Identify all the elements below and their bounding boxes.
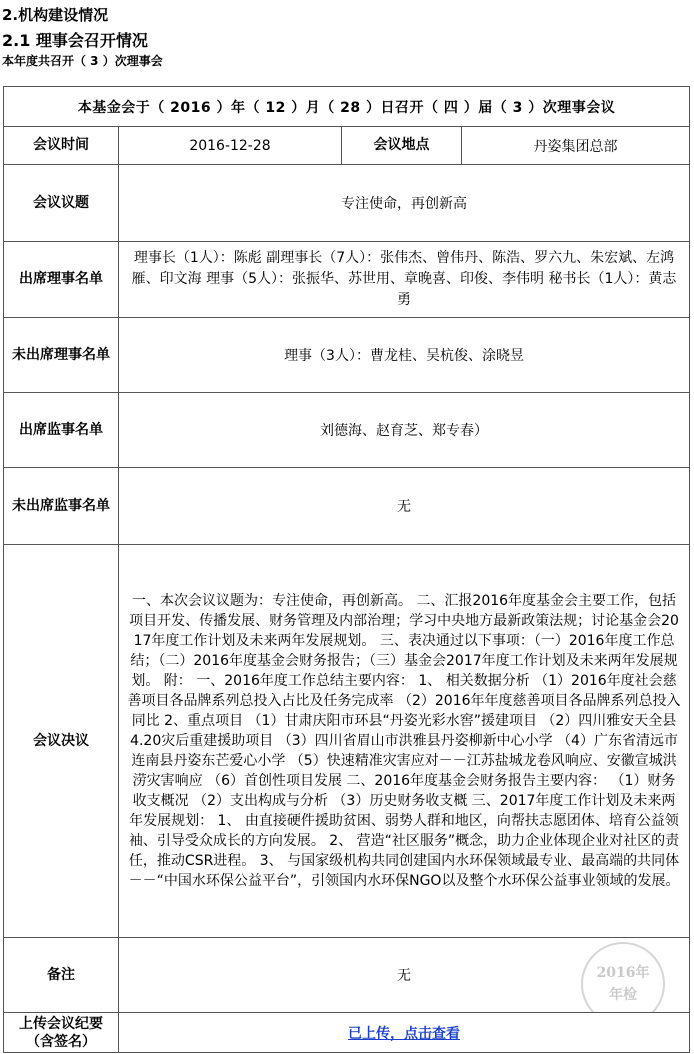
meeting-count-line: 本年度共召开（ 3 ）次理事会 [2,54,163,68]
present-directors-label: 出席理事名单 [4,242,119,318]
section-title: 2.机构建设情况 [2,6,109,24]
present-directors-row [4,242,690,318]
meeting-header-row [4,87,690,127]
stamp-year: 2016年 [596,965,650,981]
upload-row [4,1013,690,1053]
place-value: 丹姿集团总部 [462,127,690,165]
resolution-value: 一、本次会议议题为：专注使命，再创新高。 二、汇报2016年度基金会主要工作，包括项目开发、传播发展、财务管理及内部治理；学习中央地方最新政策法规；讨论基金会2017年度工作计划及未来两年发展规划。 三、表决通过以下事项：（一）2016年度工作总结；（二）2016年度基金会财务报告；（三）基金会2017年度工作计划及未来两年发展规划。 附： 一、2016年度工作总结主要内容： 1、 相关数据分析 （1）2016年度社会慈善项目各品牌系列总投入占比及任务完成率 （2）2016年年度慈善项目各品牌系列总投入同比 2、重点项目 （1）甘肃庆阳市环县“丹姿光彩水窖”援建项目 （2）四川雅安天全县4.20灾后重建援助项目 （3）四川省眉山市洪雅县丹姿柳新中心小学 （4）广东省清远市连南县丹姿东芒爱心小学 （5）快速精准灾害应对－－江苏盐城龙卷风响应、安徽宣城洪涝灾害响应 （6）首创性项目发展 二、2016年度基金会财务报告主要内容： （1）财务收支概况 （2）支出构成与分析 （3）历史财务收支概 三、2017年度工作计划及未来两年发展规划： 1、 由直接硬件援助贫困、弱势人群和地区，向帮扶志愿团体、培育公益领袖、引导受众成长的方向发展。 2、 营造“社区服务”概念，助力企业体现企业对社区的责任，推动CSR进程。 3、 与国家级机构共同创建国内水环保领域最专业、最高端的共同体－－“中国水环保公益平台”，引领国内水环保NGO以及整个水环保公益事业领域的发展。 [119,545,690,938]
upload-label: 上传会议纪要（含签名） [4,1013,119,1053]
absent-directors-label: 未出席理事名单 [4,318,119,393]
absent-supervisors-label: 未出席监事名单 [4,468,119,545]
time-label: 会议时间 [4,127,119,165]
remark-label: 备注 [4,938,119,1013]
board-meeting-table [3,86,690,1053]
upload-view-link[interactable]: 已上传，点击查看 [348,1025,461,1042]
present-directors-value: 理事长（1人）：陈彪 副理事长（7人）：张伟杰、曾伟丹、陈浩、罗六九、朱宏斌、左鸿雁、印文海 理事（5人）：张振华、苏世用、章晚喜、印俊、李伟明 秘书长（1人）：黄志勇 [119,242,690,318]
remark-value: 无 [397,968,412,984]
resolution-label: 会议决议 [4,545,119,938]
absent-directors-value: 理事（3人）：曹龙桂、吴杭俊、涂晓昱 [119,318,690,393]
present-supervisors-value: 刘德海、赵育芝、郑专春） [119,393,690,468]
place-label: 会议地点 [342,127,462,165]
absent-directors-row [4,318,690,393]
time-value: 2016-12-28 [119,127,342,165]
subsection-title: 2.1 理事会召开情况 [2,31,148,50]
time-place-row [4,127,690,165]
topic-label: 会议议题 [4,165,119,242]
remark-cell [119,938,690,1013]
resolution-row [4,545,690,938]
topic-value: 专注使命，再创新高 [119,165,690,242]
absent-supervisors-value: 无 [119,468,690,545]
topic-row [4,165,690,242]
stamp-text: 年检 [609,987,638,1003]
present-supervisors-row [4,393,690,468]
absent-supervisors-row [4,468,690,545]
present-supervisors-label: 出席监事名单 [4,393,119,468]
remark-row [4,938,690,1013]
annual-inspection-stamp [581,942,665,1013]
meeting-header: 本基金会于（ 2016 ）年（ 12 ）月（ 28 ）日召开（ 四 ）届（ 3 ）次理事会议 [4,87,690,127]
